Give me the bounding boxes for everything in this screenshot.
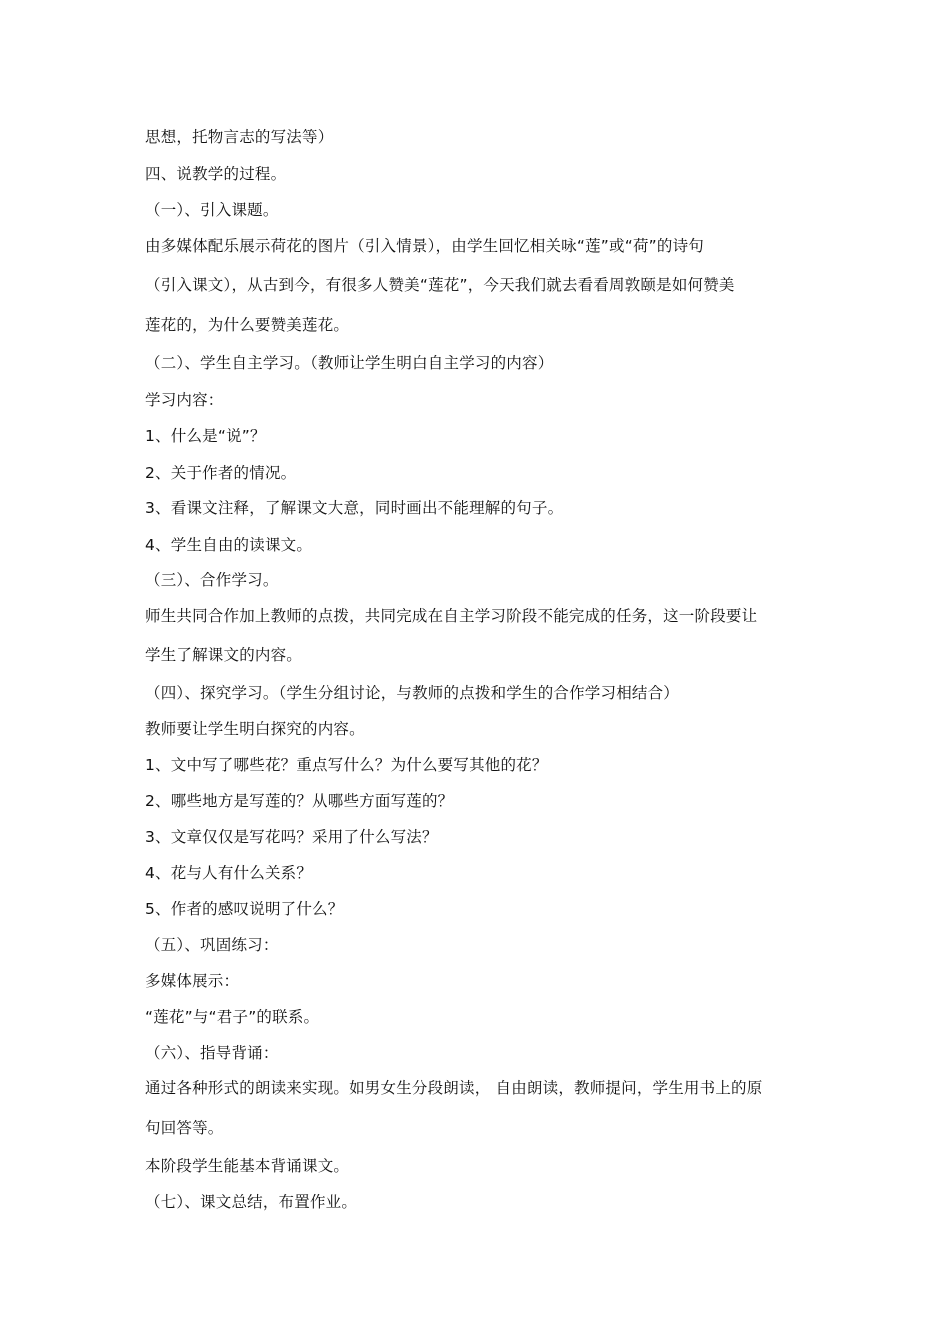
text-line: 由多媒体配乐展示荷花的图片（引入情景），由学生回忆相关咏“莲”或“荷”的诗句 (145, 237, 704, 255)
subsection-heading: （四）、探究学习。（学生分组讨论，与教师的点拨和学生的合作学习相结合） (145, 684, 680, 702)
list-item: 3、看课文注释，了解课文大意，同时画出不能理解的句子。 (145, 499, 564, 517)
text-line: 本阶段学生能基本背诵课文。 (145, 1157, 350, 1175)
text-line: 通过各种形式的朗读来实现。如男女生分段朗读， 自由朗读，教师提问，学生用书上的原 (145, 1079, 763, 1097)
text-line: 多媒体展示： (145, 972, 240, 990)
list-item: 2、关于作者的情况。 (145, 464, 297, 482)
text-line: 师生共同合作加上教师的点拨，共同完成在自主学习阶段不能完成的任务，这一阶段要让 (145, 607, 758, 625)
subsection-heading: （五）、巩固练习： (145, 936, 279, 954)
list-item: 5、作者的感叹说明了什么？ (145, 900, 344, 918)
list-item: 4、花与人有什么关系？ (145, 864, 313, 882)
text-line: 句回答等。 (145, 1119, 224, 1137)
list-item: 1、文中写了哪些花？重点写什么？为什么要写其他的花？ (145, 756, 548, 774)
section-heading: 四、说教学的过程。 (145, 165, 287, 183)
text-line: （引入课文），从古到今，有很多人赞美“莲花”，今天我们就去看看周敦颐是如何赞美 (145, 276, 735, 294)
list-item: 2、哪些地方是写莲的？从哪些方面写莲的？ (145, 792, 454, 810)
subsection-heading: （七）、课文总结，布置作业。 (145, 1193, 358, 1211)
subsection-heading: （六）、指导背诵： (145, 1044, 279, 1062)
text-line: 教师要让学生明白探究的内容。 (145, 720, 365, 738)
list-item: 4、学生自由的读课文。 (145, 536, 313, 554)
subsection-heading: （二）、学生自主学习。（教师让学生明白自主学习的内容） (145, 354, 554, 372)
list-item: 1、什么是“说”？ (145, 427, 266, 445)
text-line: 思想，托物言志的写法等） (145, 128, 334, 146)
subsection-heading: （一）、引入课题。 (145, 201, 279, 219)
text-line: 学生了解课文的内容。 (145, 646, 303, 664)
text-line: 学习内容： (145, 391, 224, 409)
text-line: “莲花”与“君子”的联系。 (145, 1008, 320, 1026)
list-item: 3、文章仅仅是写花吗？采用了什么写法？ (145, 828, 438, 846)
text-line: 莲花的，为什么要赞美莲花。 (145, 316, 350, 334)
subsection-heading: （三）、合作学习。 (145, 571, 279, 589)
